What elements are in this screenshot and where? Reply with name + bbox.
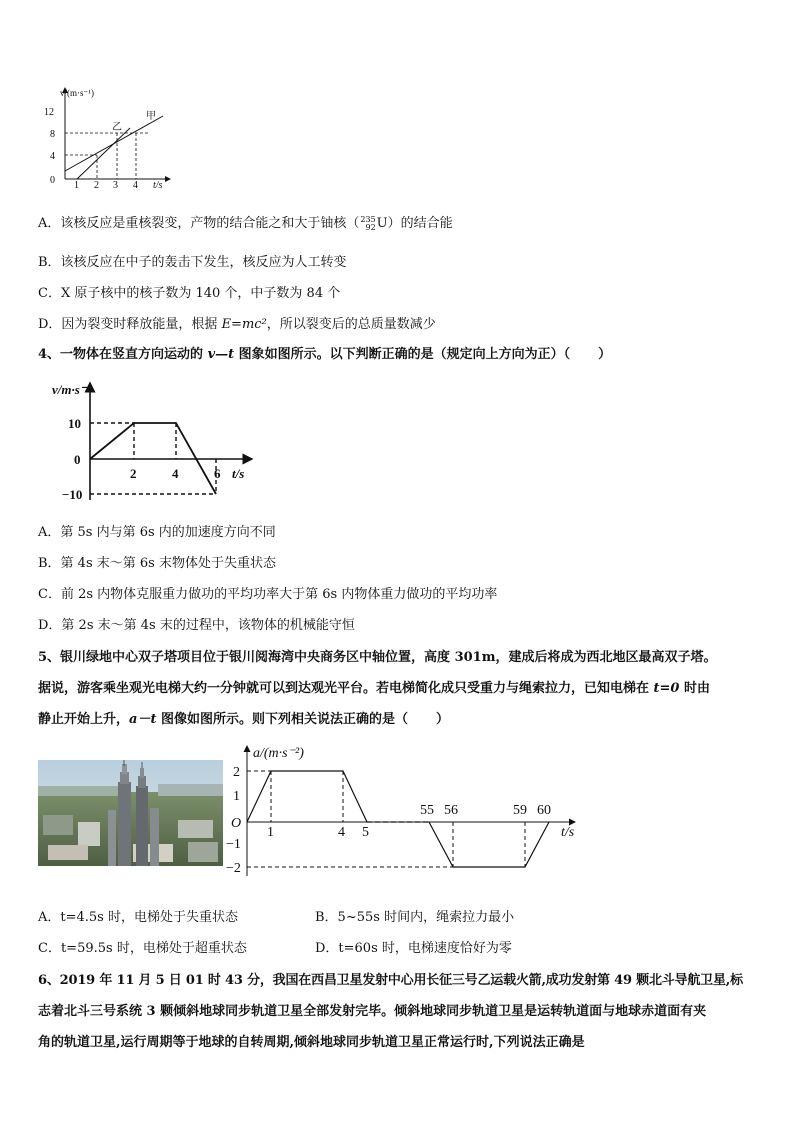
q4-xtick: 6 xyxy=(214,466,221,481)
fig1-origin: 0 xyxy=(50,175,55,186)
q4-xtick: 4 xyxy=(172,466,179,481)
q3-option-b: B．该核反应在中子的轰击下发生，核反应为人工转变 xyxy=(38,255,347,270)
q4-stem: 4、一物体在竖直方向运动的 v—t 图象如图所示。以下判断正确的是（规定向上方向为正）（ ） xyxy=(38,347,612,362)
q5-ytick: −1 xyxy=(226,837,241,852)
fig1-label-jia: 甲 xyxy=(146,111,156,122)
q4-origin: 0 xyxy=(74,452,81,467)
q6-stem-line3: 角的轨道卫星,运行周期等于地球的自转周期,倾斜地球同步轨道卫星正常运行时,下列说法正确是 xyxy=(38,1035,585,1050)
q4-ytick-neg: −10 xyxy=(62,487,83,502)
q5-origin: O xyxy=(231,816,242,831)
q4-xtick: 2 xyxy=(130,466,137,481)
q5-option-b: B．5~55s 时间内，绳索拉力最小 xyxy=(315,910,515,925)
q5-ylabel: a/(m·s⁻²) xyxy=(253,746,304,761)
q5-ytick: 1 xyxy=(233,789,240,804)
q5-option-c: C．t=59.5s 时，电梯处于超重状态 xyxy=(38,941,247,956)
q5-xtick: 4 xyxy=(338,825,345,840)
q5-ytick: −2 xyxy=(226,861,241,876)
fig1-xtick: 3 xyxy=(113,180,118,191)
q5-at-curve-down xyxy=(429,822,549,867)
q5-at-graph xyxy=(225,740,595,880)
q4-option-a: A．第 5s 内与第 6s 内的加速度方向不同 xyxy=(38,525,276,540)
q5-option-a: A．t=4.5s 时，电梯处于失重状态 xyxy=(38,910,238,925)
q5-ytick: 2 xyxy=(233,765,240,780)
q6-stem-line1: 6、2019 年 11 月 5 日 01 时 43 分，我国在西昌卫星发射中心用长征三号乙运载火箭,成功发射第 49 颗北斗导航卫星,标 xyxy=(38,973,743,988)
q4-ytick-pos: 10 xyxy=(68,416,81,431)
q5-xtick: 5 xyxy=(362,825,369,840)
q3-option-a: A．该核反应是重核裂变，产物的结合能之和大于铀核（235 92U）的结合能 xyxy=(38,214,453,232)
fig1-ytick: 12 xyxy=(44,107,54,118)
fig1-label-yi: 乙 xyxy=(112,122,122,133)
q3-option-c: C．X 原子核中的核子数为 140 个，中子数为 84 个 xyxy=(38,286,341,301)
fig1-vt-graph xyxy=(40,82,190,192)
fig1-ylabel: v/(m·s⁻¹) xyxy=(60,88,94,98)
twin-towers-photo xyxy=(38,760,223,866)
fig1-xtick: 1 xyxy=(74,180,79,191)
q5-stem-line3: 静止开始上升，a－t 图像如图所示。则下列相关说法正确的是（ ） xyxy=(38,712,449,727)
q5-xtick: 60 xyxy=(537,803,551,818)
q5-stem-line1: 5、银川绿地中心双子塔项目位于银川阅海湾中央商务区中轴位置，高度 301m，建成后将成为西北地区最高双子塔。 xyxy=(38,650,717,665)
fig1-line-yi xyxy=(77,128,130,179)
uranium-isotope: 235 92 xyxy=(360,214,376,232)
fig1-ytick: 4 xyxy=(50,151,55,162)
q5-stem-line2: 据说，游客乘坐观光电梯大约一分钟就可以到达观光平台。若电梯简化成只受重力与绳索拉力，已知电梯在 t=0 时由 xyxy=(38,681,711,696)
q4-option-d: D．第 2s 末～第 4s 末的过程中，该物体的机械能守恒 xyxy=(38,618,355,633)
cityscape-image xyxy=(38,760,223,866)
q5-xtick: 59 xyxy=(513,803,527,818)
q6-stem-line2: 志着北斗三号系统 3 颗倾斜地球同步轨道卫星全部发射完毕。倾斜地球同步轨道卫星是运转轨道面与地球赤道面有夹 xyxy=(38,1004,707,1019)
q5-xtick: 1 xyxy=(267,825,274,840)
q5-xtick: 55 xyxy=(420,803,434,818)
fig1-xtick: 2 xyxy=(94,180,99,191)
q5-at-curve-up xyxy=(247,771,367,822)
q4-xlabel: t/s xyxy=(232,466,245,481)
fig1-xlabel: t/s xyxy=(153,180,163,191)
q4-ylabel: v/m·s⁻¹ xyxy=(52,382,91,397)
q4-vt-graph xyxy=(52,375,262,505)
q5-option-d: D．t=60s 时，电梯速度恰好为零 xyxy=(315,941,512,956)
q3-option-d: D．因为裂变时释放能量，根据 E=mc²，所以裂变后的总质量数减少 xyxy=(38,317,436,332)
fig1-xtick: 4 xyxy=(133,180,138,191)
fig1-ytick: 8 xyxy=(50,129,55,140)
q4-option-c: C．前 2s 内物体克服重力做功的平均功率大于第 6s 内物体重力做功的平均功率 xyxy=(38,587,498,602)
q5-xtick: 56 xyxy=(444,803,458,818)
q5-xlabel: t/s xyxy=(561,825,575,840)
q4-option-b: B．第 4s 末～第 6s 末物体处于失重状态 xyxy=(38,556,276,571)
